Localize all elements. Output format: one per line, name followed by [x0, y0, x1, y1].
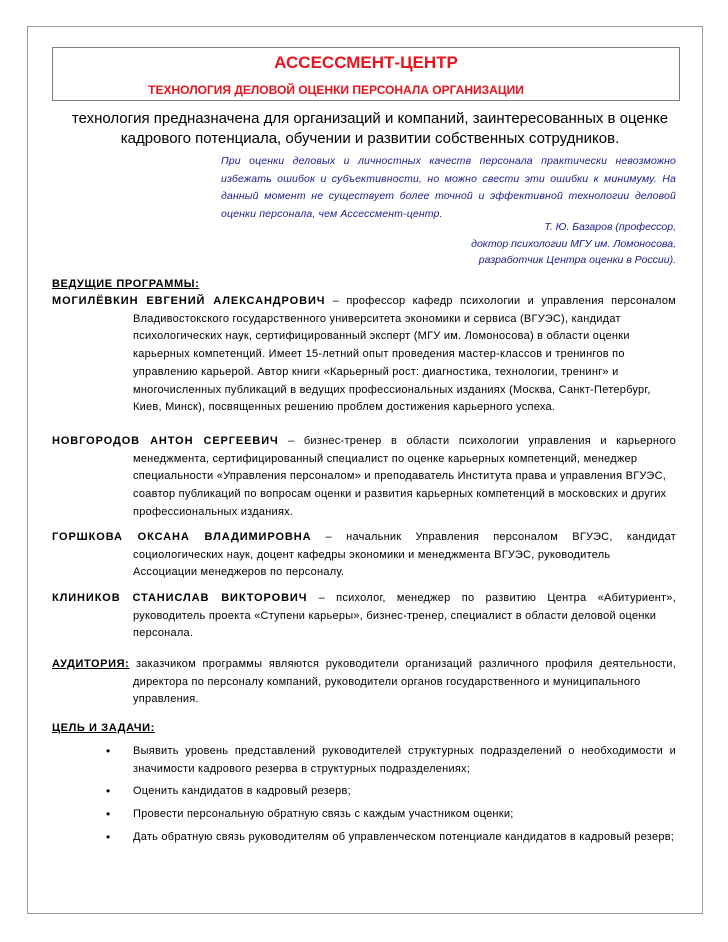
person-description: социологических наук, доцент кафедры экономики и менеджмента ВГУЭС, руководитель Ассоциации менеджеров по персоналу. — [133, 548, 611, 579]
bullet-icon: • — [106, 829, 111, 844]
bullet-icon: • — [106, 784, 111, 799]
bullet-icon: • — [106, 807, 111, 822]
person-entry — [52, 433, 676, 522]
audience-description-start: заказчиком программы являются руководители организаций различного профиля деятельности, — [136, 658, 677, 670]
goal-text: Провести персональную обратную связь с каждым участником оценки; — [133, 808, 514, 821]
person-description-start: – начальник Управления персоналом ВГУЭС, кандидат — [325, 531, 676, 543]
person-description-start: – бизнес-тренер в области психологии управления и карьерного — [288, 435, 676, 447]
person-entry — [52, 529, 676, 582]
goal-text: Выявить уровень представлений руководителей структурных подразделений о необходимости и значимости кадрового резерва в структурных подразделениях; — [133, 745, 676, 775]
intro-paragraph — [60, 109, 680, 149]
quote-author-line: Т. Ю. Базаров (профессор, — [544, 221, 676, 233]
person-first-line — [52, 529, 676, 547]
audience-entry — [52, 656, 676, 709]
person-description: Владивостокского государственного университета экономики и сервиса (ВГУЭС), кандидат психологических наук, сертифицированный эксперт (МГУ им. Ломоносова) в области оценки карьерных компетенций. Имеет 15-летний опыт проведения мастер-классов и тренингов по управлению карьерой. Автор книги «Карьерный рост: диагностика, технологии, тренинг» и многочисленных публикаций в ведущих профессиональных изданиях (Москва, Санкт-Петербург, Киев, Минск), посвященных решению проблем достижения карьерного успеха. — [133, 312, 651, 414]
quote-author-line: доктор психологии МГУ им. Ломоносова, — [471, 237, 676, 250]
person-entry — [52, 590, 676, 643]
goal-text: Оценить кандидатов в кадровый резерв; — [133, 785, 351, 798]
goals-list — [52, 743, 676, 852]
goal-item — [52, 783, 676, 801]
intro-line: технология предназначена для организаций и компаний, заинтересованных в оценке — [71, 110, 669, 127]
intro-line: кадрового потенциала, обучении и развитии собственных сотрудников. — [120, 130, 620, 147]
person-name: НОВГОРОДОВ АНТОН СЕРГЕЕВИЧ — [52, 435, 279, 447]
goal-item — [52, 829, 676, 847]
programs-title: ВЕДУЩИЕ ПРОГРАММЫ: — [52, 278, 200, 290]
person-description: менеджмента, сертифицированный специалист по оценке карьерных компетенций, менеджер специальности «Управления персоналом» и преподаватель Института права и управления ВГУЭС, соавтор публикаций по вопросам оценки и развития карьерных компетенций в московских и других профессиональных изданиях. — [133, 452, 667, 518]
person-name: КЛИНИКОВ СТАНИСЛАВ ВИКТОРОВИЧ — [52, 592, 308, 604]
goal-item — [52, 743, 676, 778]
bullet-icon: • — [106, 744, 111, 758]
person-description: руководитель проекта «Ступени карьеры», бизнес-тренер, специалист в области деловой оценки персонала. — [133, 609, 657, 640]
person-name: МОГИЛЁВКИН ЕВГЕНИЙ АЛЕКСАНДРОВИЧ — [52, 295, 326, 307]
person-entry — [52, 293, 676, 417]
person-first-line — [52, 433, 676, 451]
audience-label: АУДИТОРИЯ: — [52, 658, 130, 670]
person-description-start: – психолог, менеджер по развитию Центра «Абитуриент», — [318, 592, 676, 604]
goal-item — [52, 806, 676, 824]
person-name: ГОРШКОВА ОКСАНА ВЛАДИМИРОВНА — [52, 531, 312, 543]
goals-title: ЦЕЛЬ И ЗАДАЧИ: — [52, 722, 155, 734]
page-subtitle: ТЕХНОЛОГИЯ ДЕЛОВОЙ ОЦЕНКИ ПЕРСОНАЛА ОРГАНИЗАЦИИ — [148, 83, 524, 97]
audience-description: директора по персоналу компаний, руководители органов государственного и муниципального управления. — [133, 675, 641, 706]
quote-author — [380, 219, 676, 269]
quote-text: При оценки деловых и личностных качеств персонала практически невозможно избежать ошибок и субъективности, но можно свести эти ошибки к минимуму. На данный момент не существует более точной и эффективной технологии деловой оценки персонала, чем Ассессмент-центр. — [221, 155, 676, 220]
person-first-line — [52, 590, 676, 608]
page-title: АССЕССМЕНТ-ЦЕНТР — [274, 53, 458, 72]
quote-author-line: разработчик Центра оценки в России). — [478, 254, 676, 266]
audience-first-line — [52, 656, 676, 674]
person-description-start: – профессор кафедр психологии и управления персоналом — [332, 295, 676, 307]
person-first-line — [52, 293, 676, 311]
goal-text: Дать обратную связь руководителям об управленческом потенциале кандидатов в кадровый резерв; — [133, 830, 675, 843]
